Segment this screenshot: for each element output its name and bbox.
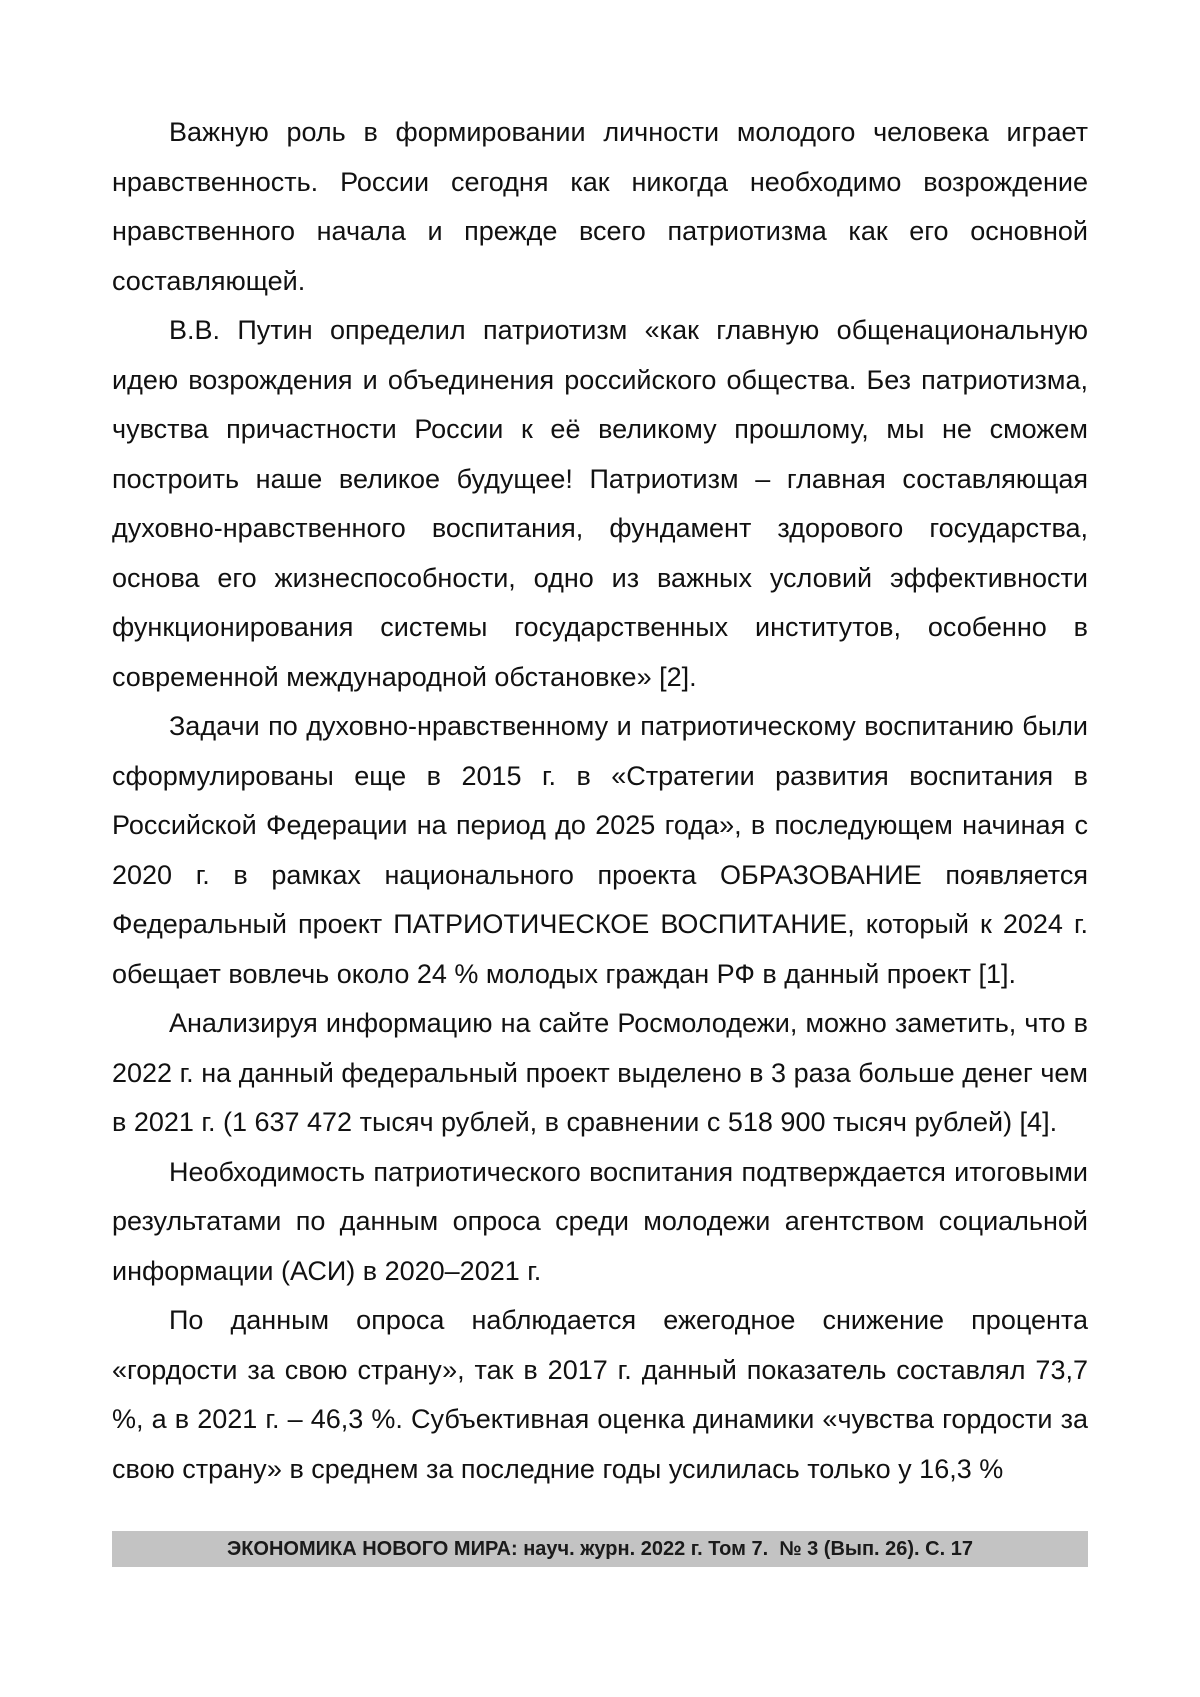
paragraph-4: Анализируя информацию на сайте Росмолодежи, можно заметить, что в 2022 г. на данный федеральный проект выделено в 3 раза больше денег чем в 2021 г. (1 637 472 тысяч рублей, в сравнении с 518 900 тысяч рублей) [4]. bbox=[112, 1008, 1088, 1137]
paragraph-1: Важную роль в формировании личности молодого человека играет нравственность. России сегодня как никогда необходимо возрождение нравственного начала и прежде всего патриотизма как его основной составляющей. bbox=[112, 117, 1088, 296]
paragraph-2: В.В. Путин определил патриотизм «как главную общенациональную идею возрождения и объединения российского общества. Без патриотизма, чувства причастности России к её великому прошлому, мы не сможем построить наше великое будущее! Патриотизм – главная составляющая духовно-нравственного воспитания, фундамент здорового государства, основа его жизнеспособности, одно из важных условий эффективности функционирования системы государственных институтов, особенно в современной международной обстановке» [2]. bbox=[112, 315, 1088, 692]
paragraph-3: Задачи по духовно-нравственному и патриотическому воспитанию были сформулированы еще в 2015 г. в «Стратегии развития воспитания в Российской Федерации на период до 2025 года», в последующем начиная с 2020 г. в рамках национального проекта ОБРАЗОВАНИЕ появляется Федеральный проект ПАТРИОТИЧЕСКОЕ ВОСПИТАНИЕ, который к 2024 г. обещает вовлечь около 24 % молодых граждан РФ в данный проект [1]. bbox=[112, 711, 1088, 989]
journal-citation-footer: ЭКОНОМИКА НОВОГО МИРА: науч. журн. 2022 г. Том 7. № 3 (Вып. 26). С. 17 bbox=[112, 1531, 1088, 1567]
paragraph-6: По данным опроса наблюдается ежегодное снижение процента «гордости за свою страну», так в 2017 г. данный показатель составлял 73,7 %, а в 2021 г. – 46,3 %. Субъективная оценка динамики «чувства гордости за свою страну» в среднем за последние годы усилилась только у 16,3 % bbox=[112, 1305, 1088, 1484]
paragraph-5: Необходимость патриотического воспитания подтверждается итоговыми результатами по данным опроса среди молодежи агентством социальной информации (АСИ) в 2020–2021 г. bbox=[112, 1156, 1088, 1286]
body-text bbox=[112, 108, 1088, 1494]
